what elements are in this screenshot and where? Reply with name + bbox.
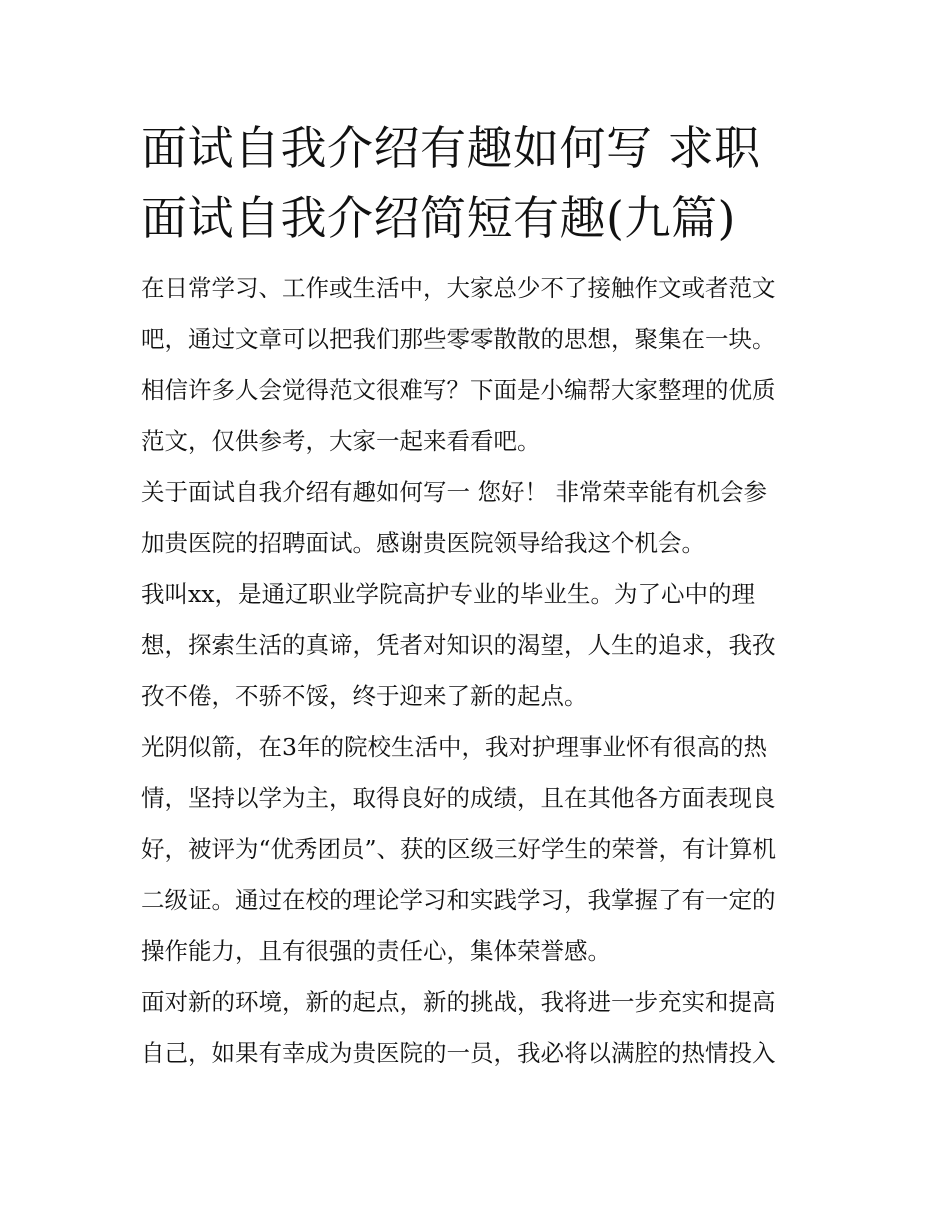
greeting-paragraph xyxy=(141,467,821,569)
paragraph-line: 好，被评为“优秀团员”、获的区级三好学生的荣誉，有计算机 xyxy=(141,835,777,863)
paragraph-line: 面对新的环境，新的起点，新的挑战，我将进一步充实和提高 xyxy=(141,988,776,1016)
outlook-paragraph xyxy=(141,977,821,1079)
paragraph-line: 操作能力，且有很强的责任心，集体荣誉感。 xyxy=(141,937,611,965)
paragraph-line: 二级证。通过在校的理论学习和实践学习，我掌握了有一定的 xyxy=(141,886,776,914)
paragraph-line: 孜不倦，不骄不馁，终于迎来了新的起点。 xyxy=(141,682,588,710)
intro-paragraph xyxy=(141,263,821,467)
experience-paragraph xyxy=(141,722,821,977)
paragraph-line: 光阴似箭，在3年的院校生活中，我对护理事业怀有很高的热 xyxy=(141,733,767,761)
document-title xyxy=(141,113,821,253)
self-intro-paragraph xyxy=(141,569,821,722)
title-line: 面试自我介绍简短有趣(九篇) xyxy=(141,191,736,245)
paragraph-line: 关于面试自我介绍有趣如何写一 您好！ 非常荣幸能有机会参 xyxy=(141,478,767,506)
paragraph-line: 范文，仅供参考，大家一起来看看吧。 xyxy=(141,427,541,455)
paragraph-line: 我叫xx，是通辽职业学院高护专业的毕业生。为了心中的理 xyxy=(141,580,756,608)
paragraph-line: 加贵医院的招聘面试。感谢贵医院领导给我这个机会。 xyxy=(141,529,705,557)
paragraph-line: 吧，通过文章可以把我们那些零零散散的思想，聚集在一块。 xyxy=(141,325,776,353)
title-line: 面试自我介绍有趣如何写 求职 xyxy=(141,121,761,175)
paragraph-line: 情，坚持以学为主，取得良好的成绩，且在其他各方面表现良 xyxy=(141,784,776,812)
paragraph-line: 相信许多人会觉得范文很难写？下面是小编帮大家整理的优质 xyxy=(141,376,776,404)
paragraph-line: 自己，如果有幸成为贵医院的一员，我必将以满腔的热情投入 xyxy=(141,1039,776,1067)
paragraph-line: 想，探索生活的真谛，凭者对知识的渴望，人生的追求，我孜 xyxy=(141,631,776,659)
paragraph-line: 在日常学习、工作或生活中，大家总少不了接触作文或者范文 xyxy=(141,274,776,302)
document-body xyxy=(141,113,821,1079)
